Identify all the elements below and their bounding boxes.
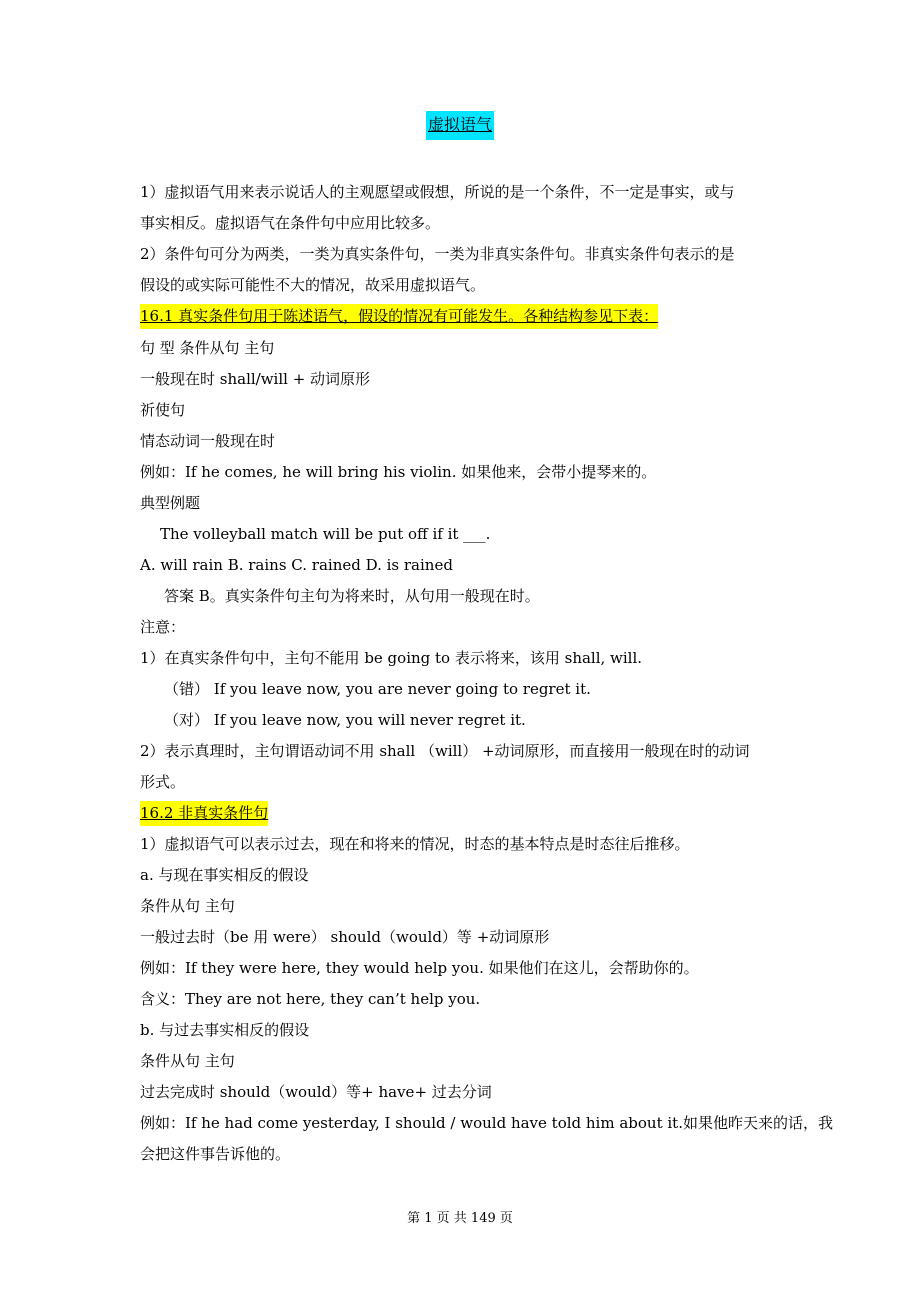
heading-text: 16.2 非真实条件句 [140,801,268,826]
paragraph-line: 1）虚拟语气用来表示说话人的主观愿望或假想，所说的是一个条件，不一定是事实，或与 [140,183,735,201]
table-header-line: 句 型 条件从句 主句 [140,339,275,357]
correct-example-line: （对） If you leave now, you will never regret it. [164,711,526,729]
example-line: 例如：If they were here, they would help you. 如果他们在这儿，会帮助你的。 [140,959,699,977]
paragraph-line: 2）表示真理时，主句谓语动词不用 shall （will） +动词原形，而直接用一般现在时的动词 [140,742,750,760]
note-label: 注意： [140,618,186,636]
heading-text: 16.1 真实条件句用于陈述语气，假设的情况有可能发生。各种结构参见下表： [140,304,658,329]
paragraph-line: 祈使句 [140,401,186,419]
table-header-line: 条件从句 主句 [140,897,235,915]
title-text: 虚拟语气 [426,111,494,140]
paragraph-line: 会把这件事告诉他的。 [140,1145,291,1163]
paragraph-line: b. 与过去事实相反的假设 [140,1021,310,1039]
paragraph-line: 形式。 [140,773,186,791]
paragraph-line: 情态动词一般现在时 [140,432,276,450]
meaning-line: 含义：They are not here, they can’t help you. [140,990,481,1008]
paragraph-line: 一般过去时（be 用 were） should（would）等 +动词原形 [140,928,550,946]
question-line: The volleyball match will be put off if it ___. [160,525,491,543]
paragraph-line: 假设的或实际可能性不大的情况，故采用虚拟语气。 [140,276,486,294]
section-heading-16-1 [140,306,658,326]
paragraph-line: 1）虚拟语气可以表示过去，现在和将来的情况，时态的基本特点是时态往后推移。 [140,835,690,853]
options-line: A. will rain B. rains C. rained D. is rained [140,556,453,574]
paragraph-line: 典型例题 [140,494,201,512]
answer-line: 答案 B。真实条件句主句为将来时，从句用一般现在时。 [164,587,540,605]
paragraph-line: 过去完成时 should（would）等+ have+ 过去分词 [140,1083,492,1101]
paragraph-line: 一般现在时 shall/will + 动词原形 [140,370,371,388]
section-heading-16-2 [140,803,268,823]
paragraph-line: 2）条件句可分为两类，一类为真实条件句，一类为非真实条件句。非真实条件句表示的是 [140,245,735,263]
wrong-example-line: （错） If you leave now, you are never going to regret it. [164,680,591,698]
example-line: 例如：If he comes, he will bring his violin. 如果他来，会带小提琴来的。 [140,463,657,481]
page-footer: 第 1 页 共 149 页 [407,1211,513,1226]
paragraph-line: 1）在真实条件句中，主句不能用 be going to 表示将来，该用 shall, will. [140,649,643,667]
paragraph-line: a. 与现在事实相反的假设 [140,866,309,884]
page-title [0,112,920,135]
table-header-line: 条件从句 主句 [140,1052,235,1070]
paragraph-line: 事实相反。虚拟语气在条件句中应用比较多。 [140,214,441,232]
example-line: 例如：If he had come yesterday, I should / would have told him about it.如果他昨天来的话，我 [140,1114,833,1132]
